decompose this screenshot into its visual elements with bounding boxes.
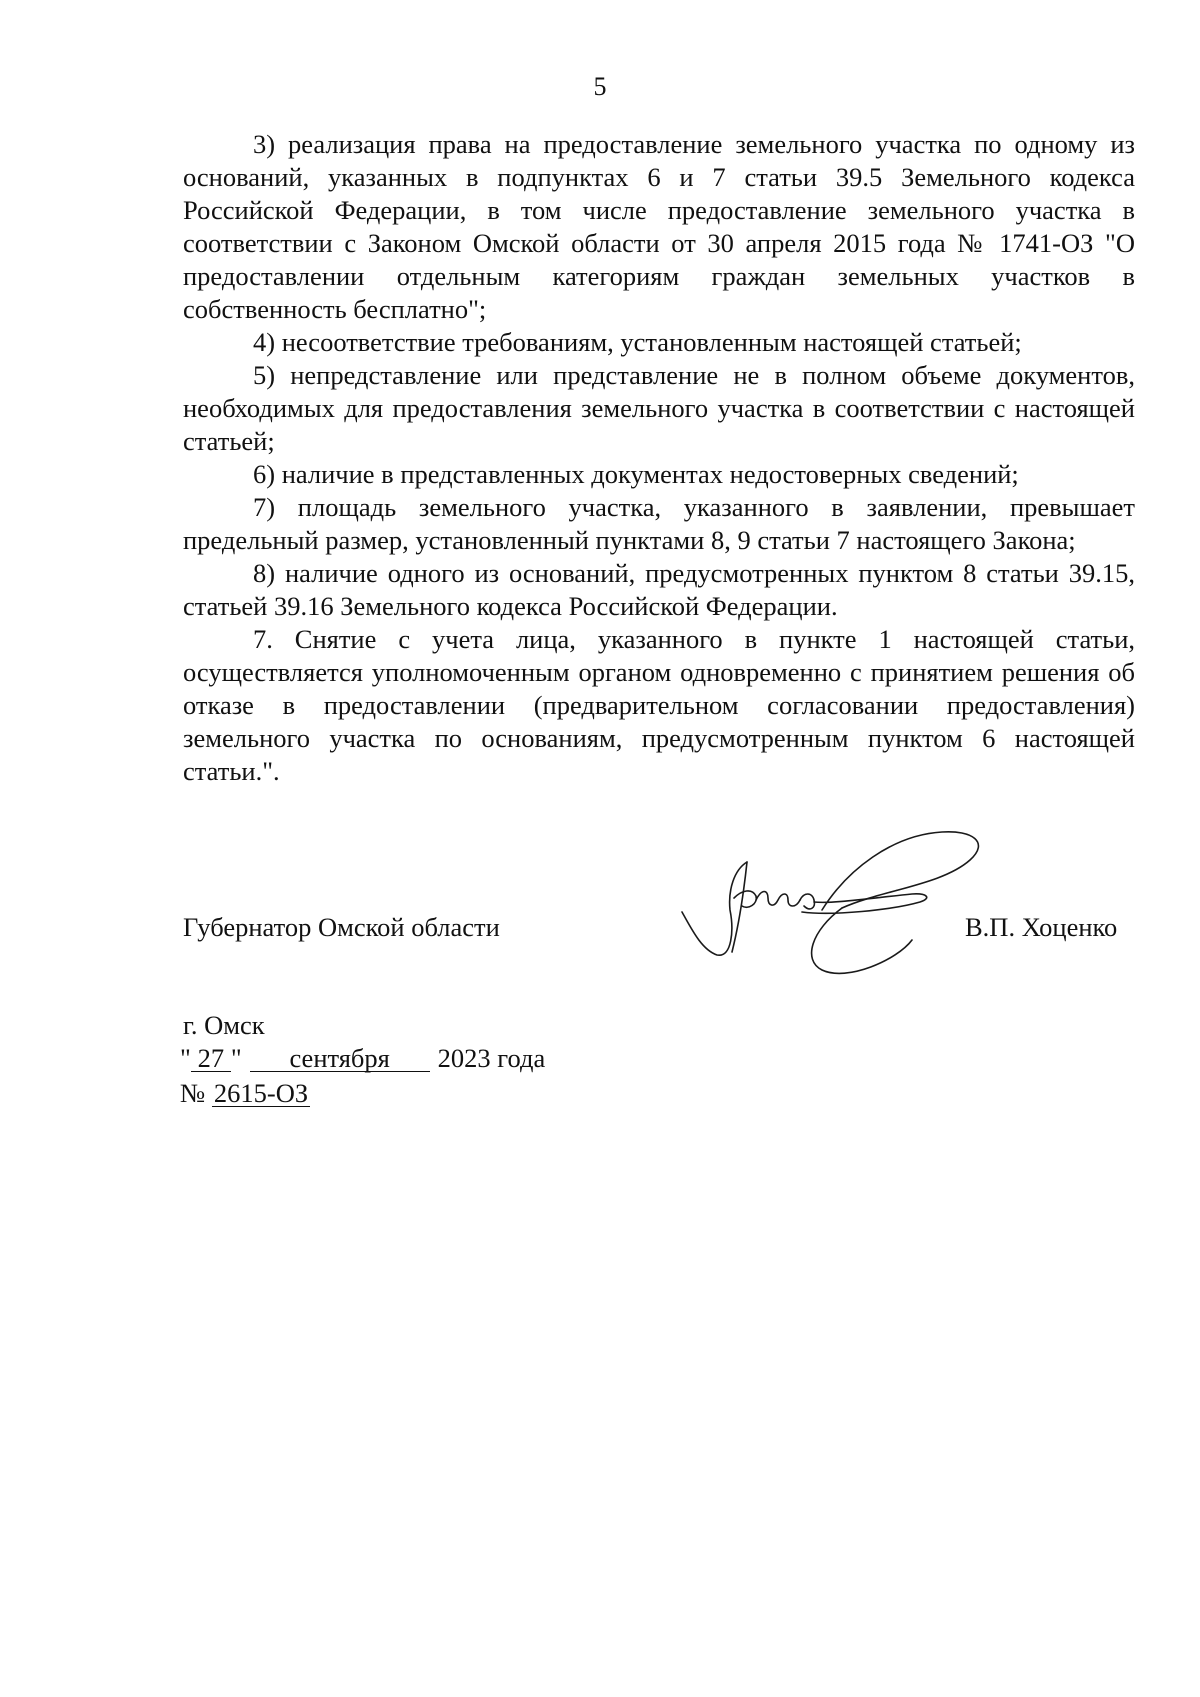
date-day: 27 [191, 1045, 231, 1072]
signing-date [180, 1043, 545, 1074]
place-of-signing: г. Омск [183, 1010, 265, 1040]
date-quote-open: " [180, 1043, 191, 1073]
document-body [183, 128, 1135, 788]
law-number [180, 1078, 310, 1109]
paragraph-item-6: 6) наличие в представленных документах недостоверных сведений; [253, 459, 1019, 489]
number-value: 2615-ОЗ [213, 1078, 309, 1108]
paragraph-item-8: 8) наличие одного из оснований, предусмотренных пунктом 8 статьи 39.15, статьей 39.16 Земельного кодекса Российской Федерации. [183, 558, 1135, 621]
date-quote-close: " [230, 1043, 242, 1073]
paragraph-item-5: 5) непредставление или представление не в полном объеме документов, необходимых для предоставления земельного участка в соответствии с настоящей статьей; [183, 360, 1135, 456]
number-prefix: № [180, 1078, 206, 1108]
date-month: сентября [250, 1045, 430, 1072]
date-year: 2023 года [437, 1043, 546, 1073]
signatory-name: В.П. Хоценко [965, 912, 1118, 942]
paragraph-item-7: 7) площадь земельного участка, указанного в заявлении, превышает предельный размер, установленный пунктами 8, 9 статьи 7 настоящего Закона; [183, 492, 1135, 555]
paragraph-point-7: 7. Снятие с учета лица, указанного в пункте 1 настоящей статьи, осуществляется уполномоченным органом одновременно с принятием решения об отказе в предоставлении (предварительном согласовании предоставления) земельного участка по основаниям, предусмотренным пунктом 6 настоящей статьи.". [183, 624, 1135, 786]
paragraph-item-4: 4) несоответствие требованиям, установленным настоящей статьей; [253, 327, 1022, 357]
paragraph-item-3: 3) реализация права на предоставление земельного участка по одному из оснований, указанных в подпунктах 6 и 7 статьи 39.5 Земельного кодекса Российской Федерации, в том числе предоставление земельного участка в соответствии с Законом Омской области от 30 апреля 2015 года № 1741-ОЗ "О предоставлении отдельным категориям граждан земельных участков в собственность бесплатно"; [183, 129, 1135, 324]
page-number: 5 [593, 72, 607, 101]
signatory-position: Губернатор Омской области [183, 912, 500, 942]
